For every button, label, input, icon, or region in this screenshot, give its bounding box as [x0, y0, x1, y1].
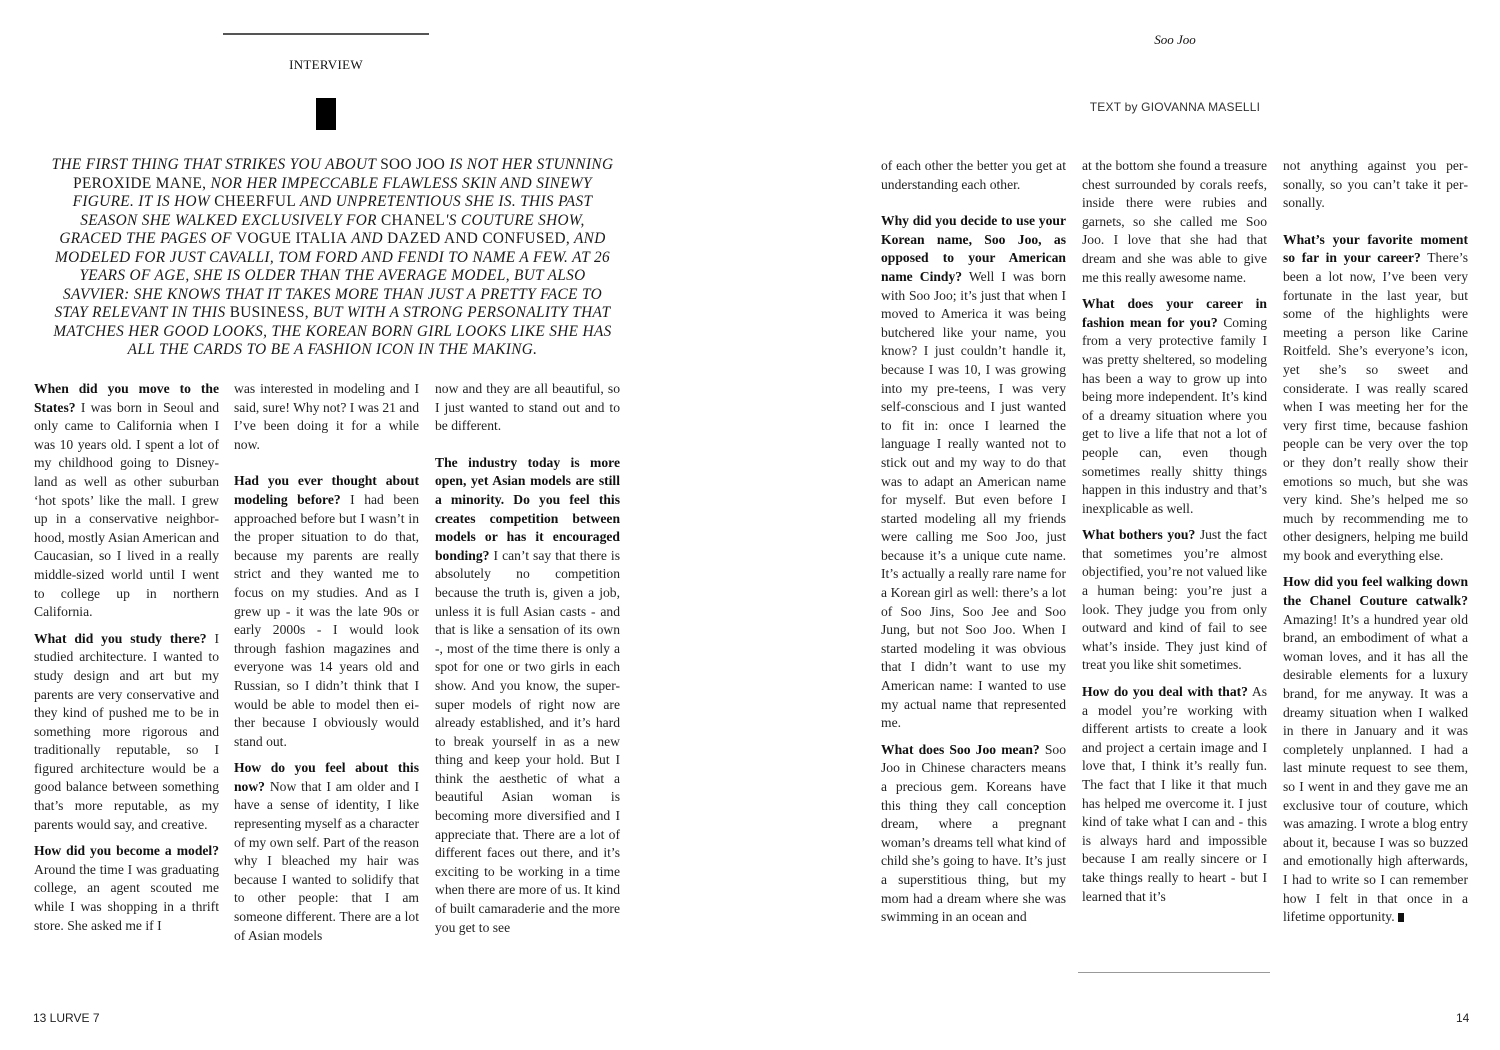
continued-paragraph [881, 157, 1066, 194]
intro-segment: THE FIRST THING THAT STRIKES YOU ABOUT [51, 156, 381, 173]
answer: I was born in Seoul and only came to California when I was 10 years old. I spent a lot of my childhood going to Disneyland as well as other suburban ‘hot spots’ like the mall. I grew up in a conservative neighborhood, mostly Asian American and Caucasian, so I lived in a really middle-sized world until I went to college up in northern California. [34, 399, 219, 620]
question: When did you move to the States? [34, 381, 219, 415]
intro-segment: VOGUE ITALIA [236, 230, 348, 247]
continued-paragraph [435, 380, 620, 436]
article-column-3 [435, 380, 620, 945]
answer: There’s been a lot now, I’ve been very fortunate in the last year, but some of the highlights were meeting a person like Carine Roitfeld. She’s everyone’s icon, yet she’s so sweet and considerate. I was really scared when I was meeting her for the very first time, because fashion people can be very over the top or they don’t really show their emotions so much, but she was very kind. She’s helped me so much by recommending me to other designers, helping me build my book and everything else. [1283, 250, 1468, 563]
answer: Soo Joo in Chinese characters means a precious gem. Koreans have this thing they call conception dream, where a pregnant woman’s dreams tell what kind of child she’s going to have. It’s just a superstitious thing, but my mom had a dream where she was swimming in an ocean and [881, 741, 1066, 925]
question: The industry today is more open, yet Asian models are still a minority. Do you feel this creates competition between models or has it encouraged bonding? [435, 454, 620, 563]
answer: Around the time I was graduating college, an agent scouted me while I was shopping in a thrift store. She asked me if I [34, 861, 219, 933]
article-column-1 [34, 380, 219, 943]
question: What’s your favorite moment so far in your career? [1283, 231, 1468, 266]
article-column-5 [1082, 157, 1267, 914]
answer: was interested in modeling and I said, sure! Why not? I was 21 and I’ve been doing it for a while now. [234, 381, 419, 452]
article-column-6 [1283, 157, 1468, 935]
section-marker-icon [316, 98, 336, 130]
intro-segment: AND UNPRETENTIOUS SHE IS. THIS PAST SEASON SHE WALKED EXCLUSIVELY FOR [80, 193, 593, 229]
intro-standfirst [50, 156, 615, 360]
intro-segment: AND [347, 230, 388, 247]
answer: I had been approached before but I wasn’t in the proper situation to do that, because my parents are really strict and they wanted me to focus on my studies. And as I grew up - it was the late 90s or early 2000s - I would look through fashion magazines and everyone was 14 years old and Russian, so I didn’t think that I would be able to model then either because I obviously would stand out. [234, 491, 419, 749]
intro-segment: AND MODELED FOR JUST CAVALLI, TOM FORD AND FENDI TO NAME A FEW. AT 26 YEARS OF AGE, SHE IS OLDER THAN THE AVERAGE MODEL, BUT ALSO SAVVIER: SHE KNOWS THAT IT TAKES MORE THAN JUST A PRETTY FACE TO STAY RELEVANT IN THIS [54, 230, 610, 321]
intro-segment: CHANEL [380, 211, 446, 229]
question: Had you ever thought about modeling before? [234, 473, 419, 507]
intro-segment: CHEERFUL [214, 193, 297, 210]
bottom-divider-rule [1078, 972, 1270, 973]
question: How did you feel walking down the Chanel Couture catwalk? [1283, 574, 1468, 609]
question: What bothers you? [1082, 527, 1196, 543]
intro-segment: SOO JOO [380, 156, 446, 173]
question: What does your career in fashion mean for you? [1082, 296, 1267, 330]
question: How did you become a model? [34, 843, 219, 859]
section-label: INTERVIEW [289, 57, 363, 72]
qa-paragraph [881, 212, 1066, 733]
folio-left: 13 LURVE 7 [33, 1011, 100, 1025]
answer: I studied architecture. I wanted to study design and art but my parents are very conservative and they kind of pushed me to be in something more rigorous and traditionally reputable, so I figured architecture would be a good balance between something that’s more reputable, as my parents would say, and creative. [34, 630, 219, 832]
intro-segment: 'S COUTURE SHOW, GRACED THE PAGES OF [59, 211, 585, 247]
answer: of each other the better you get at understanding each other. [881, 158, 1066, 192]
intro-segment: BUT WITH A STRONG PERSONALITY THAT MATCHES HER GOOD LOOKS, THE KOREAN BORN GIRL LOOKS LIKE SHE HAS ALL THE CARDS TO BE A FASHION ICON IN THE MAKING. [53, 304, 612, 358]
qa-paragraph [1082, 526, 1267, 675]
answer: Now that I am older and I have a sense of identity, I like representing myself as a character of my own self. Part of the reason why I bleached my hair was because I wanted to solidify that to other people: that I am someone different. There are a lot of Asian models [234, 778, 419, 943]
continued-paragraph [1283, 157, 1468, 213]
intro-segment: PEROXIDE MANE, [73, 174, 207, 192]
answer: Amazing! It’s a hundred year old brand, an embodiment of what a woman loves, and it has all the desirable elements for a luxury brand, for me anyway. It was a dreamy situation when I walked in there in January and it was completely unplanned. I had a last minute request to see them, so I went in and they gave me an exclusive tour of couture, which was amazing. I wrote a blog entry about it, because I was so buzzed and emotionally high afterwards, I had to write so I can remember how I felt in that once in a lifetime opportunity. [1283, 611, 1468, 925]
article-column-2 [234, 380, 419, 953]
answer: Well I was born with Soo Joo; it’s just that when I moved to America it was being butchered like your name, you know? I just couldn’t handle it, because I was 10, I was growing into my pre-teens, I was very self-conscious and I just wanted to fit in: once I learned the language I really wanted not to stick out and my way to do that was to adapt an American name for myself. But even before I started modeling all my friends were calling me Soo Joo, just because it’s a unique cute name. It’s actually a really rare name for a Korean girl as well: there’s a lot of Soo Jins, Soo Jee and Soo Jung, but not Soo Joo. When I started modeling it was obvious that I didn’t want to use my American name: I wanted to use my actual name that represented me. [881, 268, 1067, 731]
top-divider-rule [223, 33, 429, 35]
answer: now and they are all beautiful, so I just wanted to stand out and to be different. [435, 381, 620, 434]
intro-segment: DAZED AND CONFUSED, [387, 230, 571, 247]
answer: Just the fact that sometimes you’re almost objectified, you’re not valued like a human being: you’re just a look. They judge you from only outward and kind of fail to see what’s inside. They just kind of treat you like shit sometimes. [1082, 527, 1267, 673]
qa-paragraph [34, 630, 219, 835]
question: What does Soo Joo mean? [881, 741, 1040, 757]
qa-paragraph [1082, 295, 1267, 518]
answer: not anything against you personally, so you can’t take it personally. [1283, 158, 1468, 211]
qa-paragraph [881, 741, 1066, 927]
intro-segment: BUSINESS, [229, 304, 309, 321]
article-title: Soo Joo [1154, 32, 1196, 47]
qa-paragraph [234, 759, 419, 945]
article-column-4 [881, 157, 1066, 935]
answer: I can’t say that there is absolutely no competition because the truth is, given a job, unless it is full Asian casts - and that is like a sensation of its own -, most of the time there is only a spot for one or two girls in each show. And you know, the super-super models of right now are already established, and it’s hard to break yourself in as a new thing and keep your hold. But I think the aesthetic of what a beautiful Asian woman is becoming more diversified and I appreciate that. There are a lot of different faces out there, and it’s exciting to be working in a time when there are more of us. It kind of built camaraderie and the more you get to see [435, 547, 620, 935]
answer: As a model you’re working with different artists to create a look and project a certain image and I love that, I think it’s really fun. The fact that I like it that much has helped me overcome it. I just kind of take what I can and - this is always hard and impossible because I am really sincere or I take things really to heart - but I learned that it’s [1082, 684, 1267, 904]
qa-paragraph [234, 472, 419, 751]
qa-paragraph [1283, 231, 1468, 566]
qa-paragraph [435, 454, 620, 937]
answer: Coming from a very protective family I was pretty sheltered, so modeling has been a way to grow up into being more independent. It’s kind of a dreamy situation where you get to live a life that not a lot of people can, even though sometimes really shitty things happen in this industry and that’s inexplicable as well. [1082, 314, 1267, 516]
folio-right: 14 [1456, 1011, 1470, 1025]
question: How do you deal with that? [1082, 684, 1248, 700]
continued-paragraph [1082, 157, 1267, 287]
question: What did you study there? [34, 630, 207, 646]
end-mark-icon [1398, 913, 1404, 922]
continued-paragraph [234, 380, 419, 454]
intro-segment: IS NOT HER STUNNING [445, 156, 614, 173]
qa-paragraph [34, 380, 219, 622]
qa-paragraph [34, 842, 219, 935]
answer: at the bottom she found a treasure chest surrounded by corals reefs, inside there were rubies and garnets, so she called me Soo Joo. I love that she had that dream and she was able to give me this really awesome name. [1082, 158, 1267, 285]
byline: TEXT by GIOVANNA MASELLI [1089, 100, 1261, 114]
question: How do you feel about this now? [234, 760, 419, 794]
intro-segment: NOR HER IMPECCABLE FLAWLESS SKIN AND SINEWY FIGURE. IT IS HOW [72, 174, 592, 210]
qa-paragraph [1082, 683, 1267, 906]
qa-paragraph [1283, 573, 1468, 926]
question: Why did you decide to use your Korean name, Soo Joo, as opposed to your American name Cindy? [881, 213, 1066, 284]
